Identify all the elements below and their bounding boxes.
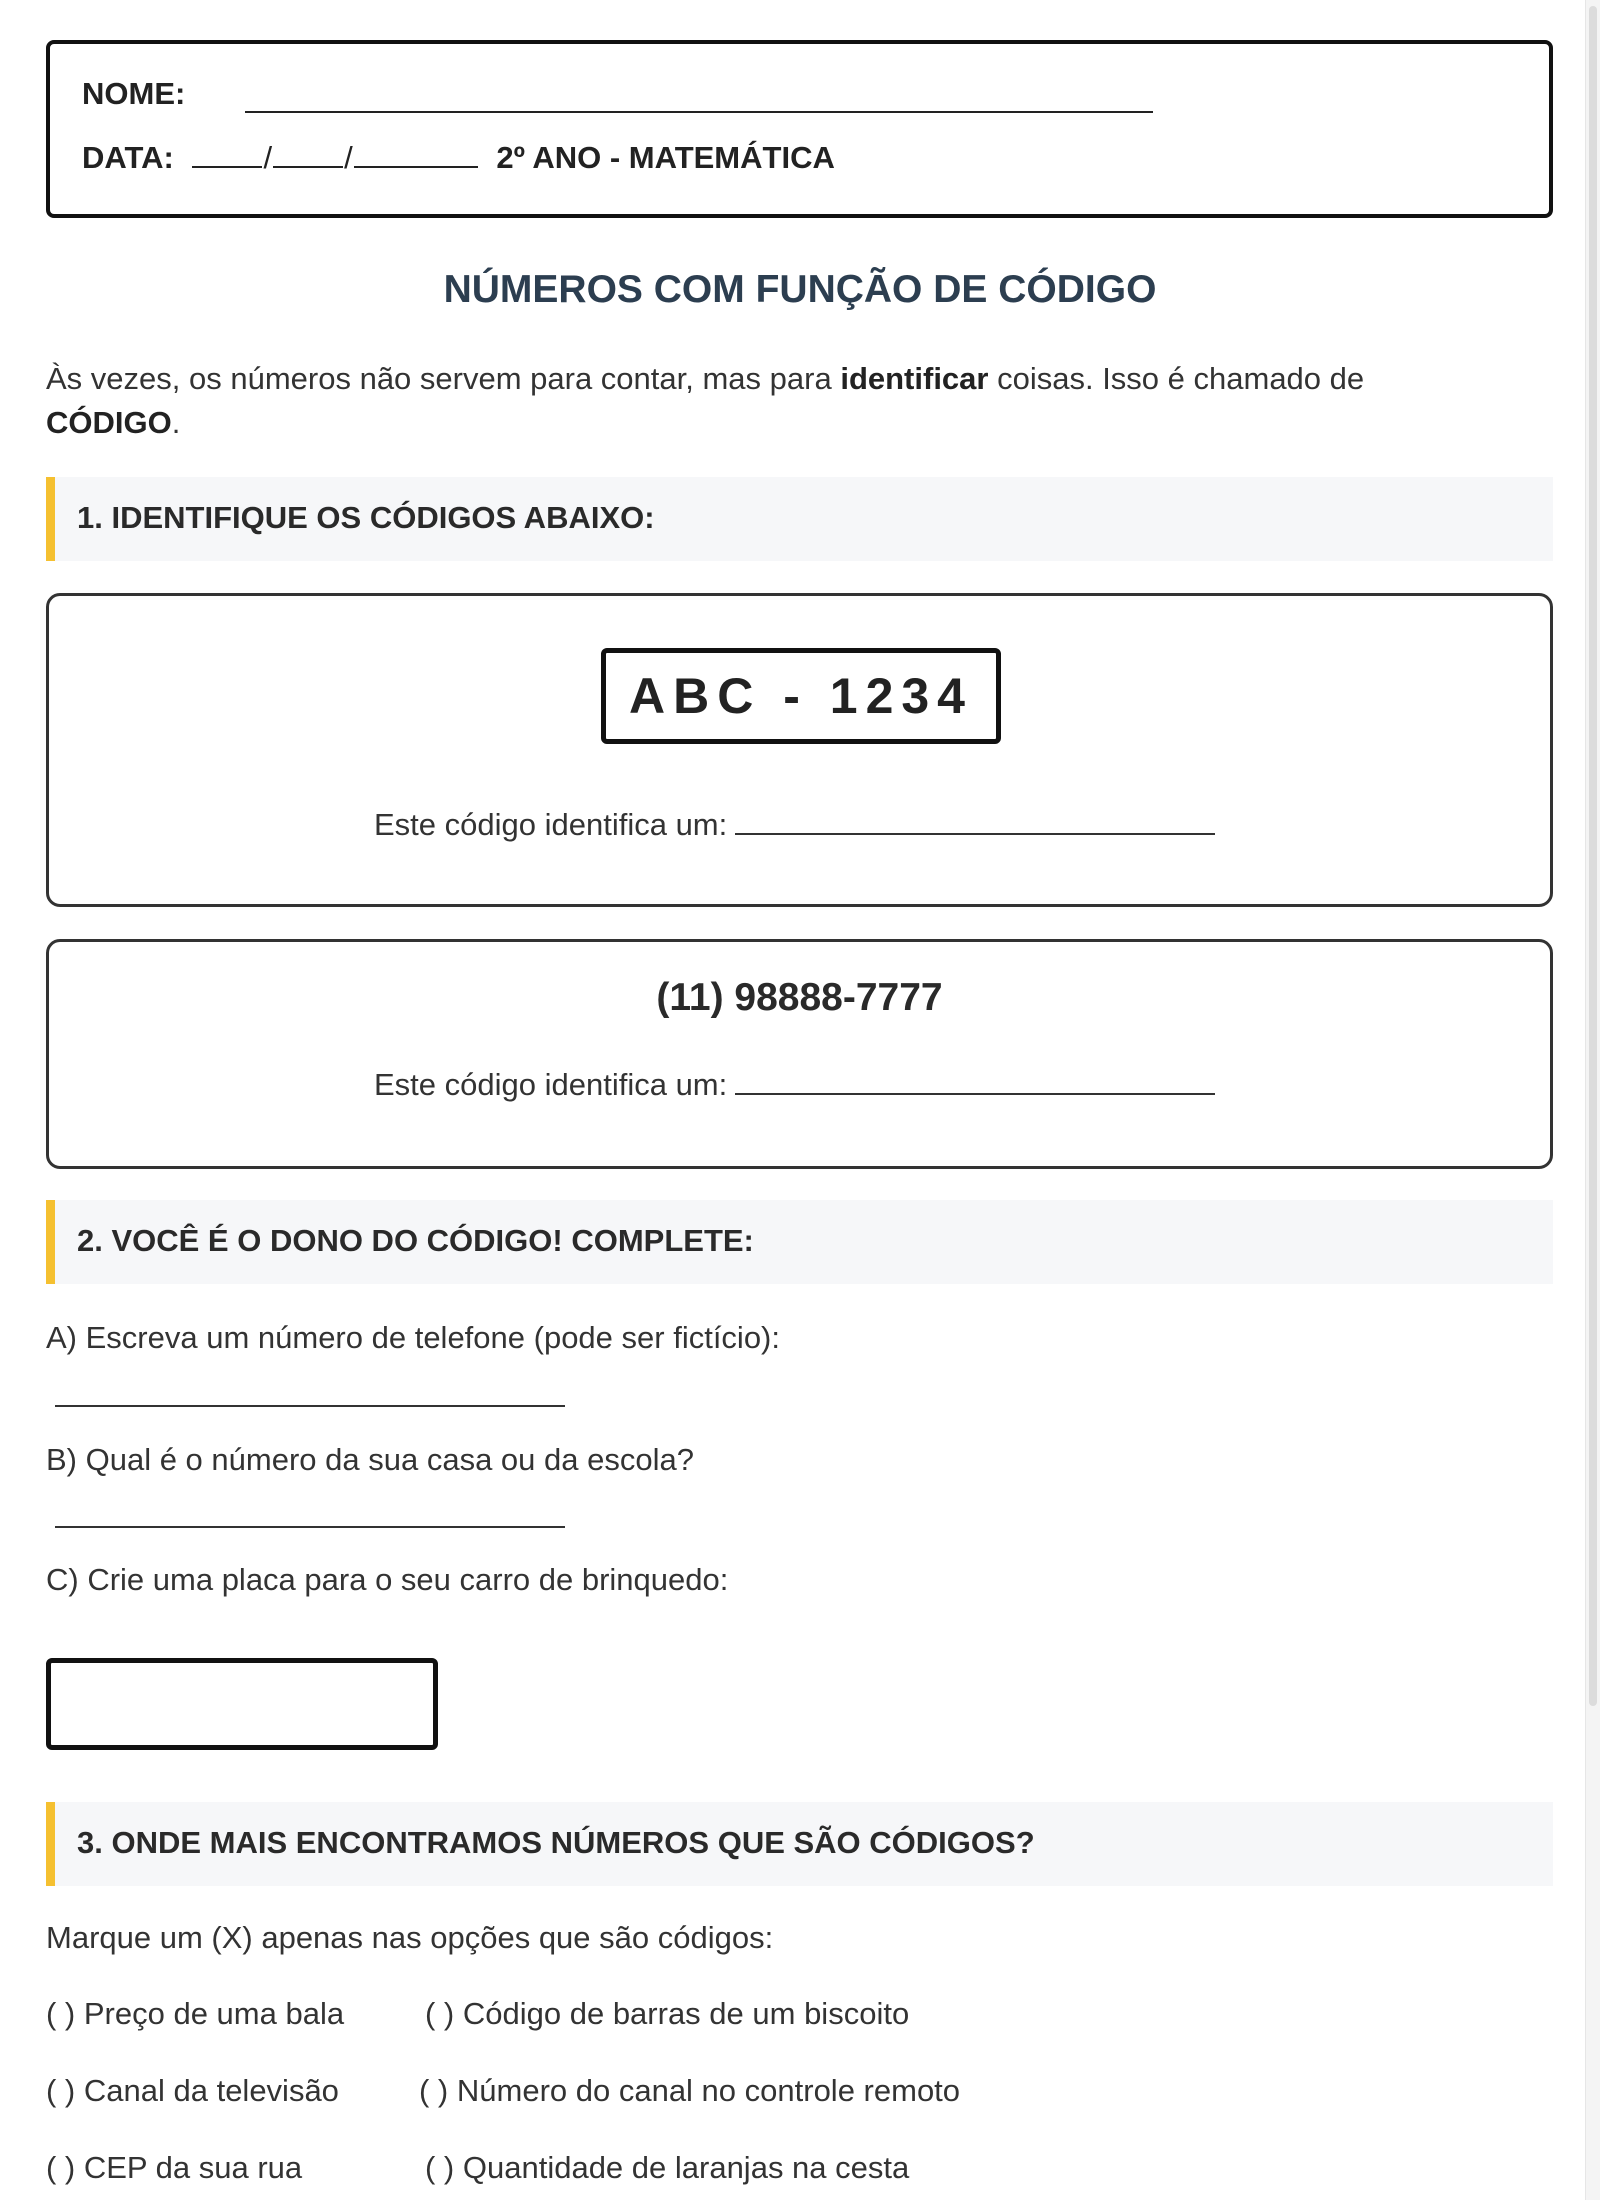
- intro-text: coisas. Isso é chamado de: [988, 361, 1365, 396]
- name-label: NOME:: [82, 76, 186, 111]
- intro-bold-identify: identificar: [840, 361, 989, 396]
- date-row: [82, 140, 835, 176]
- section-3-instruction: Marque um (X) apenas nas opções que são códigos:: [46, 1920, 774, 1955]
- intro-paragraph: [46, 357, 1546, 445]
- license-plate-code: ABC - 1234: [601, 648, 1001, 744]
- code-card-phone: [46, 939, 1553, 1169]
- identify-prompt-text: Este código identifica um:: [374, 807, 728, 842]
- answer-line: [735, 803, 1215, 835]
- section-1-heading: [46, 477, 1553, 561]
- vertical-scrollbar[interactable]: [1585, 0, 1600, 2200]
- date-day-blank: [192, 140, 262, 168]
- option-item: ( ) Código de barras de um biscoito: [425, 1996, 910, 2031]
- section-3-title: 3. ONDE MAIS ENCONTRAMOS NÚMEROS QUE SÃO CÓDIGOS?: [77, 1825, 1035, 1860]
- section-1-title: 1. IDENTIFIQUE OS CÓDIGOS ABAIXO:: [77, 500, 655, 535]
- question-c: C) Crie uma placa para o seu carro de brinquedo:: [46, 1562, 729, 1597]
- intro-bold-code: CÓDIGO: [46, 405, 172, 440]
- date-year-blank: [354, 140, 478, 168]
- option-item: ( ) Quantidade de laranjas na cesta: [425, 2150, 910, 2185]
- date-month-blank: [273, 140, 343, 168]
- answer-line-a: [55, 1405, 565, 1407]
- identify-prompt-text: Este código identifica um:: [374, 1067, 728, 1102]
- option-item: ( ) Canal da televisão: [46, 2073, 339, 2108]
- phone-number-code: (11) 98888-7777: [656, 976, 943, 1019]
- page-title: NÚMEROS COM FUNÇÃO DE CÓDIGO: [443, 268, 1157, 311]
- student-info-box: [46, 40, 1553, 218]
- blank-plate-box: [46, 1658, 438, 1750]
- question-a: A) Escreva um número de telefone (pode ser fictício):: [46, 1320, 780, 1355]
- option-item: ( ) Preço de uma bala: [46, 1996, 345, 2031]
- identify-prompt: [374, 803, 1215, 843]
- identify-prompt: [374, 1063, 1215, 1103]
- code-card-plate: [46, 593, 1553, 907]
- option-item: ( ) CEP da sua rua: [46, 2150, 303, 2185]
- answer-line: [735, 1063, 1215, 1095]
- option-item: ( ) Número do canal no controle remoto: [419, 2073, 961, 2108]
- section-2-title: 2. VOCÊ É O DONO DO CÓDIGO! COMPLETE:: [77, 1223, 754, 1258]
- scrollbar-thumb[interactable]: [1589, 6, 1597, 1706]
- answer-line-b: [55, 1526, 565, 1528]
- question-b: B) Qual é o número da sua casa ou da escola?: [46, 1442, 694, 1477]
- grade-subject: 2º ANO - MATEMÁTICA: [496, 140, 835, 175]
- date-separator: /: [344, 140, 353, 175]
- intro-text: Às vezes, os números não servem para contar, mas para: [46, 361, 841, 396]
- name-blank-line: [245, 111, 1153, 113]
- intro-text: .: [171, 405, 181, 440]
- date-separator: /: [263, 140, 273, 175]
- section-3-heading: [46, 1802, 1553, 1886]
- date-label: DATA:: [82, 140, 174, 175]
- section-2-heading: [46, 1200, 1553, 1284]
